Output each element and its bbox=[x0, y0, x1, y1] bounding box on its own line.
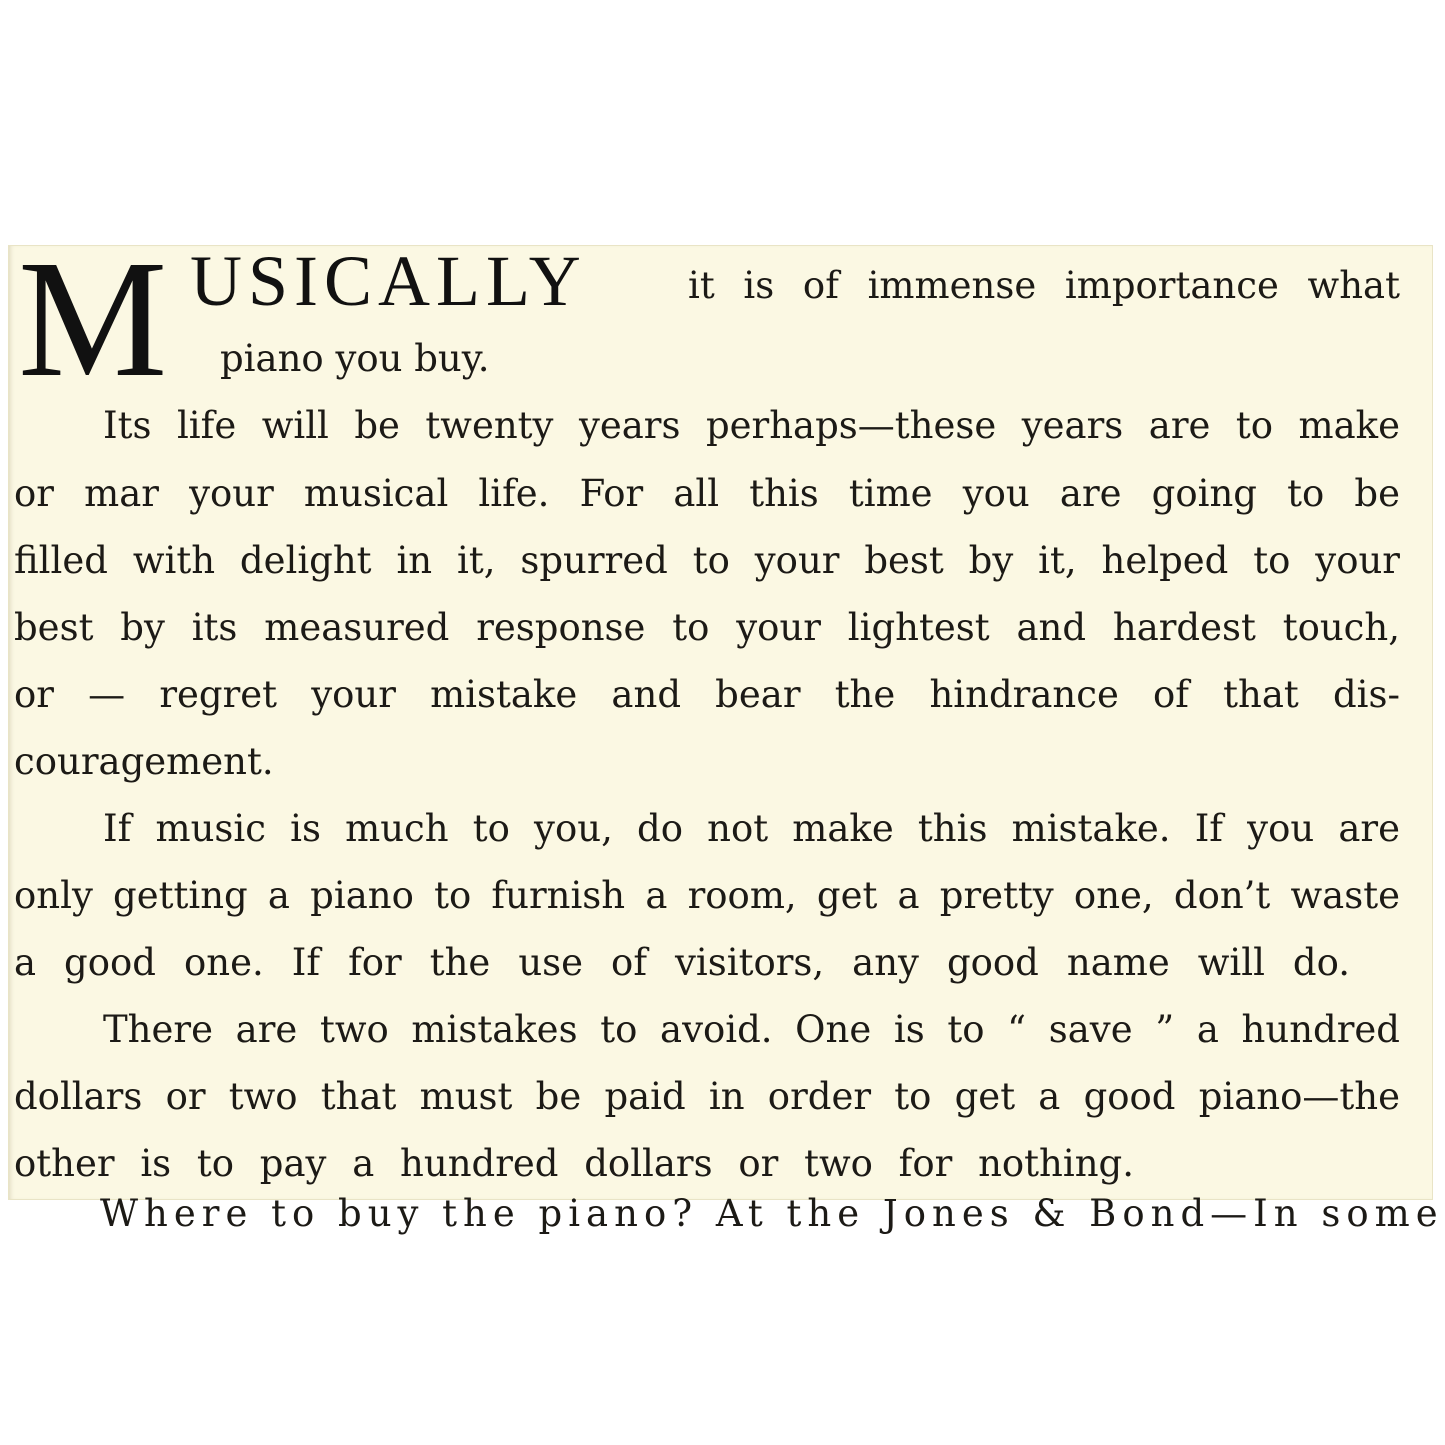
text-line-9: If music is much to you, do not make this mistake. If you are bbox=[103, 807, 1400, 850]
text-line-8: couragement. bbox=[14, 740, 274, 783]
text-line-5: filled with delight in it, spurred to your best by it, helped to your bbox=[14, 539, 1400, 582]
text-line-14: other is to pay a hundred dollars or two for nothing. bbox=[14, 1142, 1134, 1185]
text-line-7: or — regret your mistake and bear the hindrance of that dis- bbox=[14, 673, 1400, 716]
text-line-6: best by its measured response to your lightest and hardest touch, bbox=[14, 606, 1400, 649]
magazine-clipping bbox=[8, 226, 1444, 1235]
text-line-11: a good one. If for the use of visitors, any good name will do. bbox=[14, 941, 1350, 984]
cutoff-line-fragment bbox=[8, 1192, 1444, 1235]
text-line-2: piano you buy. bbox=[220, 337, 490, 380]
heading-caps: USICALLY bbox=[190, 241, 587, 321]
text-line-4: or mar your musical life. For all this time you are going to be bbox=[14, 472, 1400, 515]
text-line-1: it is of immense importance what bbox=[688, 264, 1400, 307]
text-line-3: Its life will be twenty years perhaps—these years are to make bbox=[103, 404, 1400, 447]
drop-cap-letter: M bbox=[18, 226, 168, 412]
text-line-10: only getting a piano to furnish a room, get a pretty one, don’t waste bbox=[14, 874, 1400, 917]
text-line-13: dollars or two that must be paid in order to get a good piano—the bbox=[14, 1075, 1400, 1118]
cutoff-line-text: Where to buy the piano? At the Jones & Bond—In some bbox=[100, 1192, 1444, 1235]
text-line-12: There are two mistakes to avoid. One is to “ save ” a hundred bbox=[103, 1008, 1400, 1051]
